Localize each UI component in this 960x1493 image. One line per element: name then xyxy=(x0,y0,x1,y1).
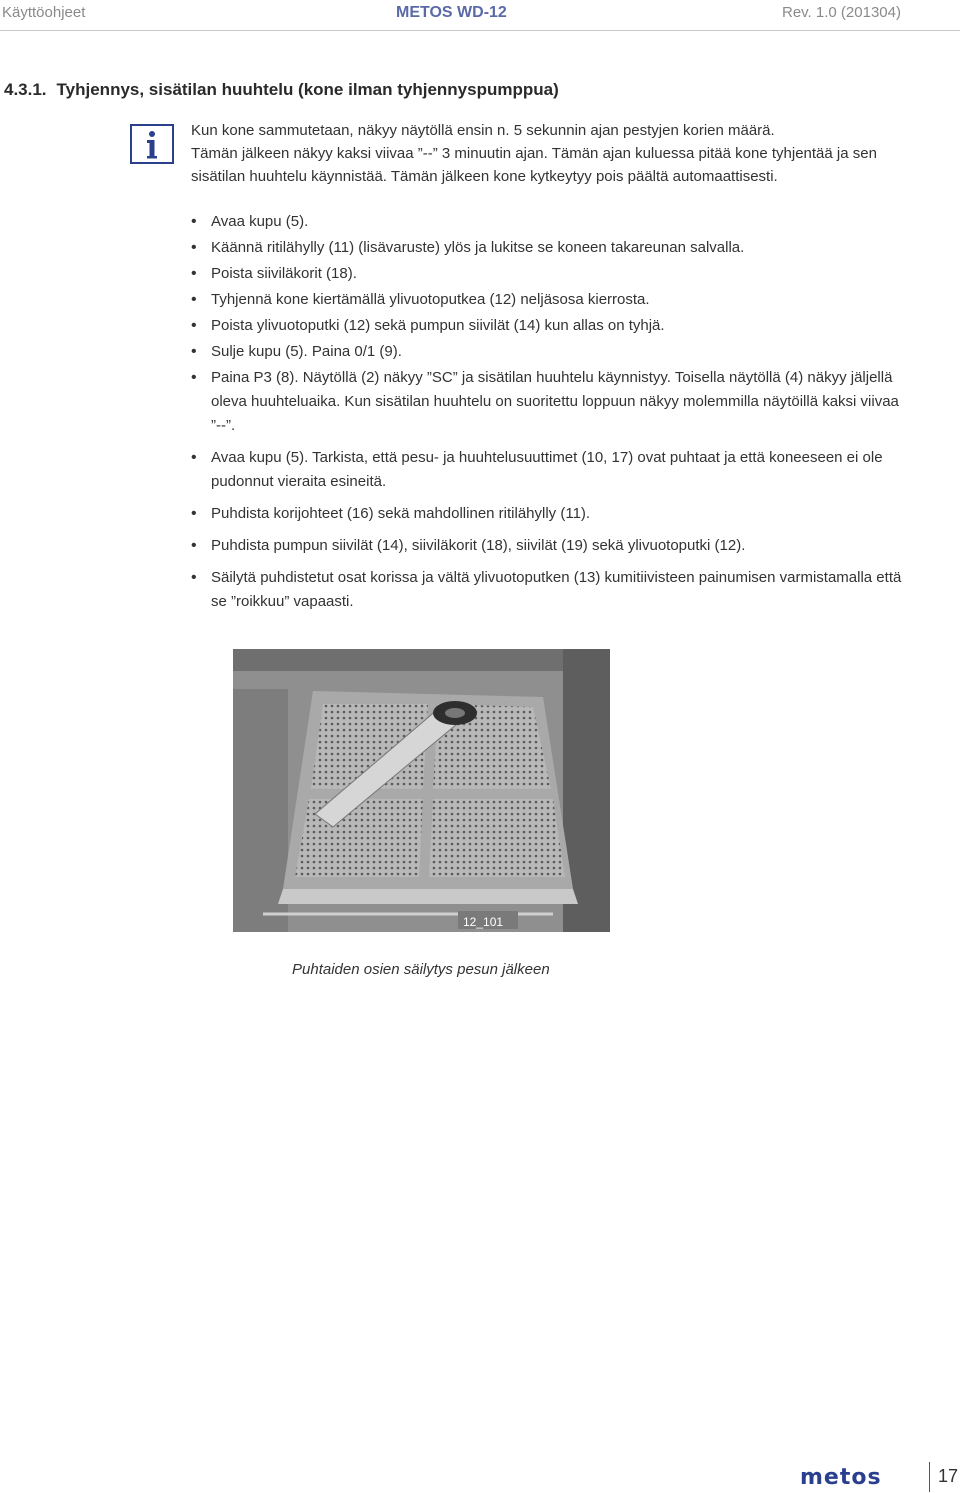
list-item: • Puhdista pumpun siivilät (14), siiviläkorit (18), siivilät (19) sekä ylivuotoputki (12). xyxy=(191,534,903,558)
basket-photo xyxy=(233,649,610,932)
list-item: • Puhdista korijohteet (16) sekä mahdollinen ritilähylly (11). xyxy=(191,502,903,526)
section-heading xyxy=(4,80,559,100)
logo-text: metos xyxy=(800,1465,882,1489)
metos-logo xyxy=(800,1465,920,1489)
header-revision: Rev. 1.0 (201304) xyxy=(782,4,901,21)
info-text xyxy=(191,119,903,188)
list-item: • Avaa kupu (5). Tarkista, että pesu- ja huuhtelusuuttimet (10, 17) ovat puhtaat ja että koneeseen ei ole pudonnut vieraita esineitä. xyxy=(191,446,903,494)
section-title: Tyhjennys, sisätilan huuhtelu (kone ilman tyhjennyspumppua) xyxy=(56,80,559,99)
header-divider xyxy=(0,30,960,31)
header-doc-type: Käyttöohjeet xyxy=(2,4,86,21)
instruction-list xyxy=(191,210,903,616)
list-item: • Avaa kupu (5). xyxy=(191,210,903,234)
list-item: • Poista siiviläkorit (18). xyxy=(191,262,903,286)
figure-label: 12_101 xyxy=(463,915,504,929)
info-line: Kun kone sammutetaan, näkyy näytöllä ensin n. 5 sekunnin ajan pestyjen korien määrä. xyxy=(191,122,775,139)
page-header xyxy=(0,0,960,30)
header-product: METOS WD-12 xyxy=(396,4,507,21)
info-line: Tämän jälkeen näkyy kaksi viivaa ”--” 3 minuutin ajan. Tämän ajan kuluessa pitää kone tyhjentää ja sen sisätilan huuhtelu käynnistää. Tämän jälkeen kone kytkeytyy pois päältä automaattisesti. xyxy=(191,145,877,185)
figure-caption: Puhtaiden osien säilytys pesun jälkeen xyxy=(292,961,550,978)
list-item: • Käännä ritilähylly (11) (lisävaruste) ylös ja lukitse se koneen takareunan salvalla. xyxy=(191,236,903,260)
list-item: • Poista ylivuotoputki (12) sekä pumpun siivilät (14) kun allas on tyhjä. xyxy=(191,314,903,338)
list-item: • Tyhjennä kone kiertämällä ylivuotoputkea (12) neljäsosa kierrosta. xyxy=(191,288,903,312)
page-number: 17 xyxy=(938,1466,959,1486)
footer-divider xyxy=(929,1462,930,1492)
info-icon xyxy=(130,124,174,164)
section-number: 4.3.1. xyxy=(4,80,47,99)
list-item: • Paina P3 (8). Näytöllä (2) näkyy ”SC” ja sisätilan huuhtelu käynnistyy. Toisella näytöllä (4) näkyy jäljellä oleva huuhteluaika. Kun sisätilan huuhtelu on suoritettu loppuun näkyy molemmilla näytöillä kaksi viivaa ”--”. xyxy=(191,366,903,438)
list-item: • Sulje kupu (5). Paina 0/1 (9). xyxy=(191,340,903,364)
list-item: • Säilytä puhdistetut osat korissa ja vältä ylivuotoputken (13) kumitiivisteen painumisen varmistamalla että se ”roikkuu” vapaasti. xyxy=(191,566,903,614)
